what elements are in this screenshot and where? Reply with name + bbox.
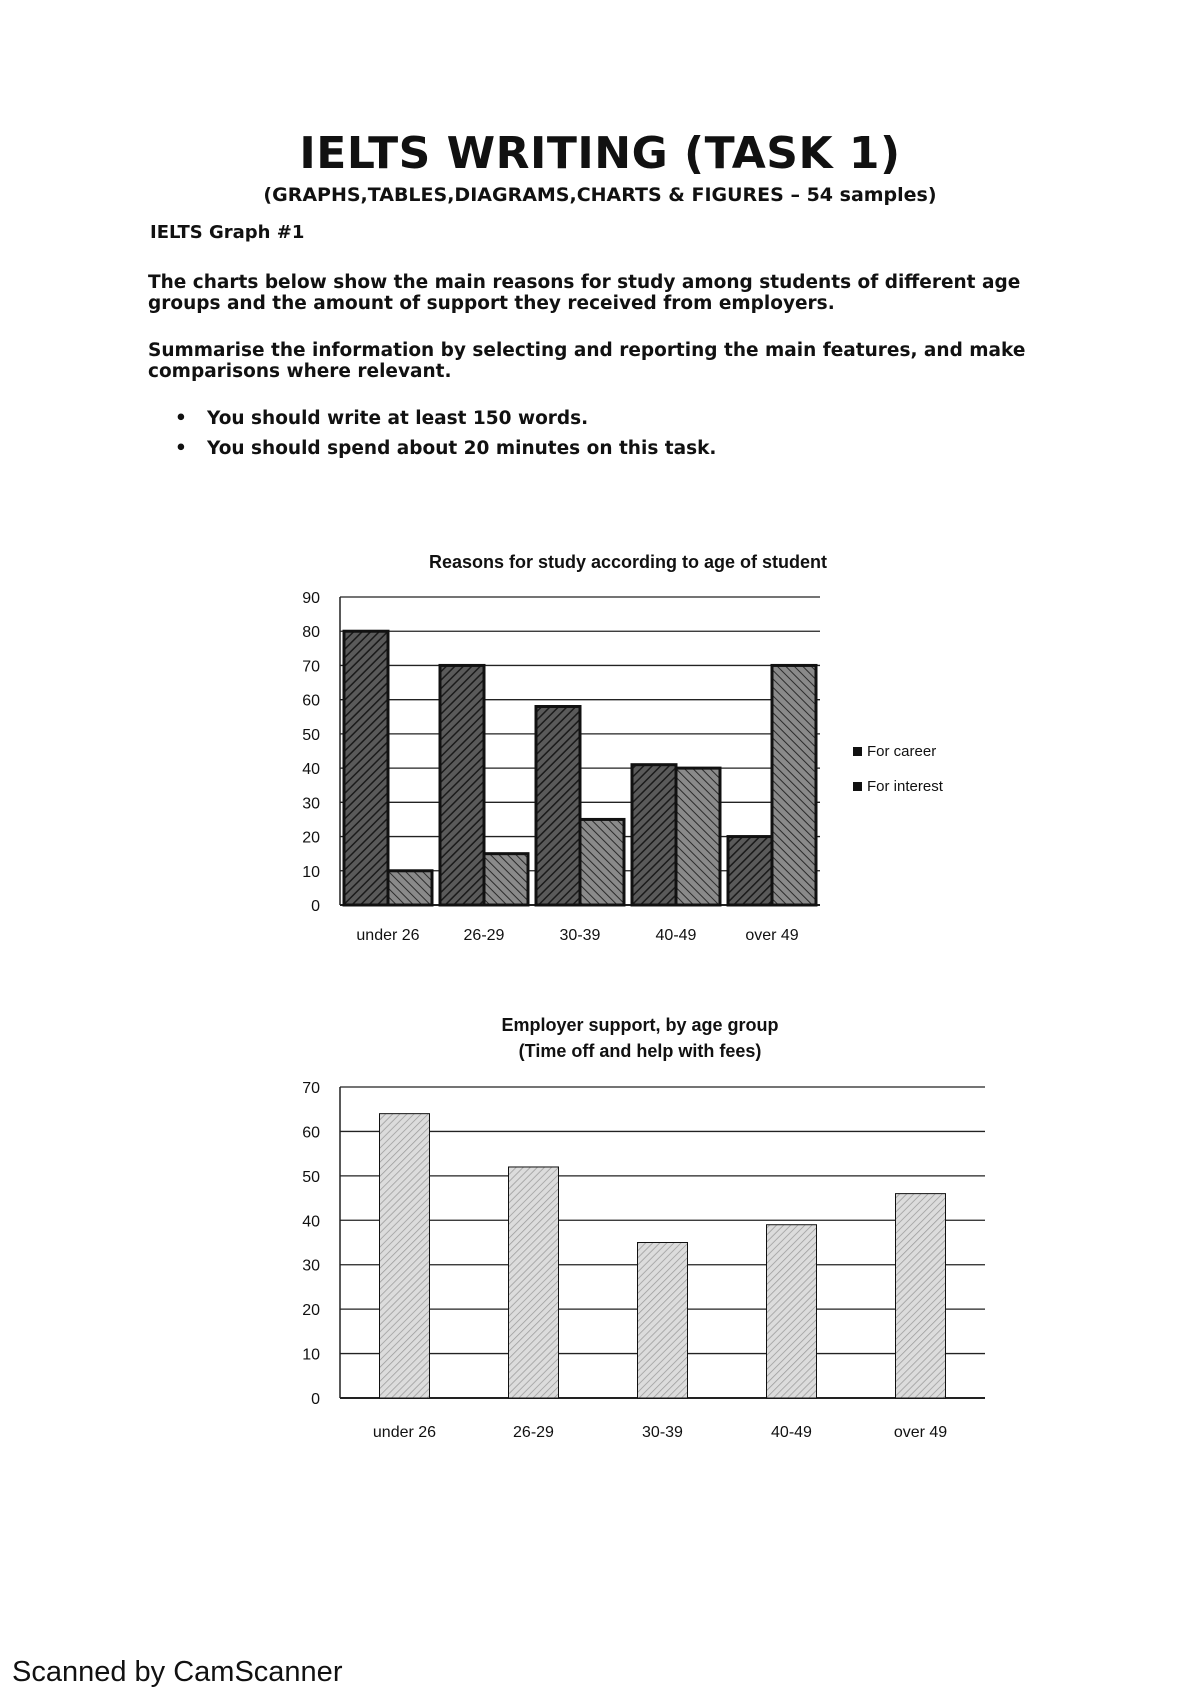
chart2-bars xyxy=(380,1114,946,1398)
x-tick-label: under 26 xyxy=(372,1424,437,1441)
scanner-watermark: Scanned by CamScanner xyxy=(12,1656,343,1688)
chart1-legend xyxy=(853,743,944,795)
graph-label: IELTS Graph #1 xyxy=(150,222,305,243)
y-tick-label: 10 xyxy=(302,863,320,881)
page-subtitle: (GRAPHS,TABLES,DIAGRAMS,CHARTS & FIGURES – 54 samples) xyxy=(263,184,937,206)
legend-label-career: For career xyxy=(867,743,937,760)
bar-for-interest-26-29 xyxy=(484,854,528,905)
bar-for-interest-over-49 xyxy=(772,665,816,905)
bar-for-interest-under-26 xyxy=(388,871,432,905)
requirement-item: • You should spend about 20 minutes on this task. xyxy=(175,434,716,464)
y-tick-label: 20 xyxy=(302,829,320,847)
bar-for-career-30-39 xyxy=(536,707,580,905)
y-tick-label: 20 xyxy=(302,1302,320,1320)
chart2-title: Employer support, by age group xyxy=(501,1015,779,1035)
bar-employer-support-26-29 xyxy=(509,1167,559,1398)
bar-employer-support-40-49 xyxy=(767,1225,817,1398)
y-tick-label: 70 xyxy=(302,658,320,676)
bar-employer-support-30-39 xyxy=(638,1243,688,1399)
chart1-x-axis xyxy=(356,927,798,944)
x-tick-label: 26-29 xyxy=(513,1424,554,1441)
chart1-y-axis xyxy=(302,590,320,915)
bar-for-career-under-26 xyxy=(344,631,388,905)
x-tick-label: over 49 xyxy=(745,927,799,944)
y-tick-label: 0 xyxy=(311,898,320,915)
chart2-x-axis xyxy=(373,1424,947,1441)
y-tick-label: 30 xyxy=(302,795,320,813)
y-tick-label: 80 xyxy=(302,624,320,642)
x-tick-label: 26-29 xyxy=(463,927,505,944)
requirement-item: • You should write at least 150 words. xyxy=(175,404,716,434)
task-instruction: Summarise the information by selecting and reporting the main features, and make comparisons where relevant. xyxy=(148,340,1026,382)
y-tick-label: 50 xyxy=(302,726,320,744)
legend-swatch-career xyxy=(853,747,862,756)
y-tick-label: 30 xyxy=(302,1257,320,1275)
y-tick-label: 0 xyxy=(311,1391,320,1408)
chart2-subtitle: (Time off and help with fees) xyxy=(518,1041,762,1061)
legend-label-interest: For interest xyxy=(867,778,943,795)
x-tick-label: 40-49 xyxy=(771,1424,812,1441)
legend-swatch-interest xyxy=(853,782,862,791)
x-tick-label: 30-39 xyxy=(559,927,601,944)
bar-for-career-26-29 xyxy=(440,665,484,905)
y-tick-label: 90 xyxy=(302,590,320,607)
x-tick-label: 30-39 xyxy=(642,1424,683,1441)
bar-for-interest-40-49 xyxy=(676,768,720,905)
y-tick-label: 60 xyxy=(302,1124,320,1142)
bar-for-career-over-49 xyxy=(728,837,772,905)
chart1-title: Reasons for study according to age of student xyxy=(428,552,828,572)
x-tick-label: 40-49 xyxy=(655,927,697,944)
task-prompt: The charts below show the main reasons for study among students of different age groups and the amount of support they received from employers. xyxy=(148,272,1021,314)
y-tick-label: 60 xyxy=(302,692,320,710)
y-tick-label: 10 xyxy=(302,1346,320,1364)
y-tick-label: 40 xyxy=(302,761,320,779)
bar-employer-support-over-49 xyxy=(896,1194,946,1398)
chart2-y-axis xyxy=(302,1080,320,1408)
x-tick-label: over 49 xyxy=(893,1424,948,1441)
page-title: IELTS WRITING (TASK 1) xyxy=(299,128,901,179)
y-tick-label: 70 xyxy=(302,1080,320,1097)
bar-employer-support-under-26 xyxy=(380,1114,430,1398)
y-tick-label: 40 xyxy=(302,1213,320,1231)
bar-for-interest-30-39 xyxy=(580,819,624,905)
chart2-gridlines xyxy=(340,1087,985,1398)
x-tick-label: under 26 xyxy=(356,927,420,944)
bar-for-career-40-49 xyxy=(632,765,676,905)
y-tick-label: 50 xyxy=(302,1168,320,1186)
